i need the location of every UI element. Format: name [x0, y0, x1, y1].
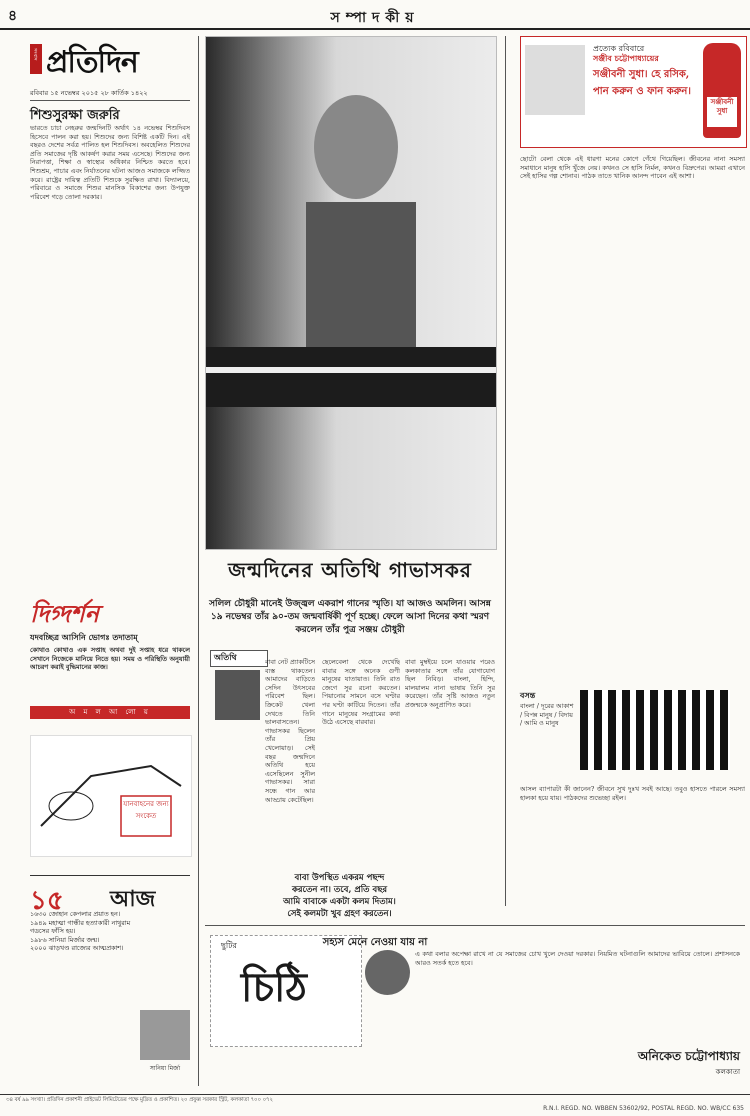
footer-line: ৩৪ বর্ষ ৯৯ সংখ্যা। প্রতিদিন প্রকাশনী প্রাইভেট লিমিটেডের পক্ষে মুদ্রিত ও প্রকাশিত। ২০ প্রফুল্ল সরকার স্ট্রিট, কলকাতা ৭০০ ০৭২ [6, 1097, 273, 1103]
trees-illustration [580, 690, 730, 770]
footer [0, 1094, 750, 1116]
dishadarshan-subtitle: যদবচ্ছিত্র আসিনি ভোগঃ তদাতাম্ [30, 632, 138, 642]
poem-title: বসন্ত [520, 690, 536, 700]
promo-author: সঞ্জীব চট্টোপাধ্যায়ের [593, 53, 659, 63]
piano-figure [206, 37, 496, 549]
logo-small-text: সংবাদ [32, 48, 38, 61]
column-label: অতিথি [210, 650, 268, 667]
today-event: ১৬৩০ জোহান কেপলার প্রয়াত হন। [30, 910, 121, 918]
dishadarshan-body: কোথাও কোথাও এক সপ্তাহ অথবা দুই সপ্তাহ ধরে থাকলে সেখানে নিজেকে মানিয়ে নিতে হয়। সময় ও পরিস্থিতি অনুযায়ী আচরণ করাই বুদ্ধিমানের কাজ। [30, 646, 190, 672]
dishadarshan-title: দিগ্দর্শন [30, 600, 99, 628]
today-word: আজ [110, 887, 156, 912]
letters-place: কলকাতা [715, 1068, 740, 1076]
letters-section-title: চিঠি [241, 965, 307, 1011]
feature-photo [205, 36, 497, 550]
divider [30, 100, 190, 101]
section-title: সম্পাদকীয় [330, 10, 420, 26]
today-number: ১৫ [30, 886, 64, 916]
today-event: ১৯৪৯ মহাত্মা গান্ধীর হত্যাকারী নাথুরাম গডসের ফাঁসি হয়। [30, 918, 131, 936]
letters-body: এ কথা বলার অপেক্ষা রাখে না যে সমাজের চোখ খুলে দেওয়া দরকার। নিয়মিত ঘটনাগুলি আমাদের ভাবিয়ে তোলে। প্রশাসনকে আরও সতর্ক হতে হবে। [415, 950, 740, 967]
feature-headline: জন্মদিনের অতিথি গাভাসকর [228, 558, 472, 582]
dishadarshan-box [30, 596, 190, 628]
today-photo-caption: সানিয়া মির্জা [149, 1065, 181, 1072]
column-divider [198, 36, 199, 1086]
cartoon-banner: অ ম ল আ লো য় [30, 706, 190, 719]
letters-headline: সহ্যস মেনে নেওয়া যায় না [322, 937, 428, 948]
right-column-body-2: আসল ব্যাপারটা কী জানেন? জীবনে সুখ দুঃখ সবই আছে। তবুও হাসতে পারলে সমস্যা হালকা হয়ে যায়। পাঠকদের শুভেচ্ছা রইল। [520, 785, 745, 802]
promo-photo [525, 45, 585, 115]
page-header [0, 0, 750, 30]
column-divider [505, 36, 506, 906]
feature-subhead: সলিল চৌধুরী মানেই উজ্জ্বল একরাশ গানের স্মৃতি। যা আজও অমলিন। আসন্ন ১৯ নভেম্বর তাঁর ৯০-তম জন্মবার্ষিকী পূর্ণ হচ্ছে। ফেলে আসা দিনের কথা স্মরণ করলেন তাঁর পুত্র সঞ্জয় চৌধুরী [209, 599, 491, 635]
footer-reg: R.N.I. REGD. NO. WBBEN 53602/92, POSTAL REGD. NO. WB/CC 635 [543, 1105, 744, 1112]
editorial-title: শিশুসুরক্ষা জরুরি [30, 108, 120, 123]
cartoon-drawing [31, 736, 191, 856]
today-event: ২০০০ ঝাড়খণ্ড রাজ্যের আত্মপ্রকাশ। [30, 944, 124, 953]
right-column-body: ছোটো বেলা থেকে এই ধারণা মনের কোণে গেঁথে গিয়েছিল। জীবনের নানা সমস্যা সমাধানে মানুষ হাসি খুঁজে নেয়। কখনও সে হাসি নির্মল, কখনও বিদ্রুপের। আমরা এখানে সেই হাসির গল্প শোনাব। পাঠক তাতে খানিক আনন্দ পাবেন এই আশা। [520, 155, 745, 181]
bottle-label: সঞ্জীবনী সুধা [707, 97, 737, 127]
cartoon-caption: যানবাহনের জন্য সংকেত [123, 800, 169, 820]
masthead-logo [30, 36, 180, 82]
logo-text: প্রতিদিন [46, 45, 138, 80]
feature-body-1: বাবা নেট প্র্যাকটিসে ব্যস্ত থাকতেন। আমাদের বাড়িতে সেদিন উৎসবের পরিবেশ ছিল। ক্রিকেট খেলা দেখতে তিনি ভালবাসতেন। গাভাসকর ছিলেন তাঁর প্রিয় খেলোয়াড়। সেই বছর জন্মদিনে অতিথি হয়ে এসেছিলেন সুনীল গাভাসকর। সারা সন্ধে গান আর আড্ডায় কেটেছিল। [265, 658, 315, 804]
promo-title: সঞ্জীবনী সুধা। হে রসিক, পান করুন ও ফান করুন। [593, 69, 691, 97]
cartoon-image [30, 735, 192, 857]
letters-author: অনিকেত চট্টোপাধ্যায় [637, 1049, 740, 1063]
promo-box [520, 36, 747, 148]
dateline: রবিবার ১৫ নভেম্বর ২০১৫ ২৮ কার্তিক ১৪২২ [30, 89, 148, 97]
letters-small: ছুটির [221, 941, 237, 950]
author-photo [215, 670, 260, 720]
pull-quote: বাবা উপস্থিত একরম পছন্দ করতেন না। তবে, প্রতি বছর আমি বাবাকে একটা কলম দিতাম। সেই কলমটা খুব গ্রহণ করতেন। [283, 873, 396, 919]
editorial-body: ভারতে চাচা নেহরুর জন্মদিনটি অর্থাৎ ১৪ নভেম্বর শিশুদিবস হিসেবে পালন করা হয়। শিশুদের জন্য বিশিষ্ট একটি দিন। এই বছরও দেশের সর্বত্র পালিত হল শিশুদিবস। অবহেলিত শিশুদের প্রতি সমাজের দৃষ্টি আকর্ষণ করার সময় এসেছে। শিশুদের জন্য নিরাপত্তা, শিক্ষা ও স্বাস্থ্যের অধিকার নিশ্চিত করতে হবে। শিশুশ্রম, পাচার এবং নির্যাতনের ঘটনা আজও সমাজকে লজ্জিত করে। রাষ্ট্রের দায়িত্ব প্রতিটি শিশুকে সুরক্ষিত রাখা। বিদ্যালয়ে, পরিবারে ও সমাজে শিশুর মানসিক বিকাশের জন্য উপযুক্ত পরিবেশ গড়ে তোলা দরকার। [30, 124, 190, 201]
today-events [30, 910, 135, 953]
feature-body-2: ছেলেবেলা থেকে দেখেছি বাবার সঙ্গে অনেক গুণী মানুষের যাতায়াত। তিনি রাত জেগে সুর রচনা করতেন। পিয়ানোর সামনে বসে ঘণ্টার পর ঘণ্টা কাটিয়ে দিতেন। তাঁর গানে মানুষের সংগ্রামের কথা উঠে এসেছে বারবার। [322, 658, 400, 727]
promo-intro: প্রত্যেক রবিবারে [593, 44, 645, 53]
letters-photo [365, 950, 410, 995]
today-event: ১৯৮৬ সানিয়া মির্জার জন্ম। [30, 935, 100, 944]
feature-body-3: বাবা মুম্বইয়ে চলে যাওয়ার পরেও কলকাতার সঙ্গে তাঁর যোগাযোগ ছিল নিবিড়। বাংলা, হিন্দি, মালয়ালম নানা ভাষায় তিনি সুর করেছেন। তাঁর সৃষ্টি আজও নতুন প্রজন্মকে অনুপ্রাণিত করে। [405, 658, 495, 709]
divider [205, 925, 745, 926]
today-photo [140, 1010, 190, 1060]
page-number: ৪ [8, 8, 18, 24]
poem-body: বাংলা / দূরের আকাশ / বিপন্ন মানুষ / বিদায় / আমি ও মানুষ [520, 702, 574, 728]
